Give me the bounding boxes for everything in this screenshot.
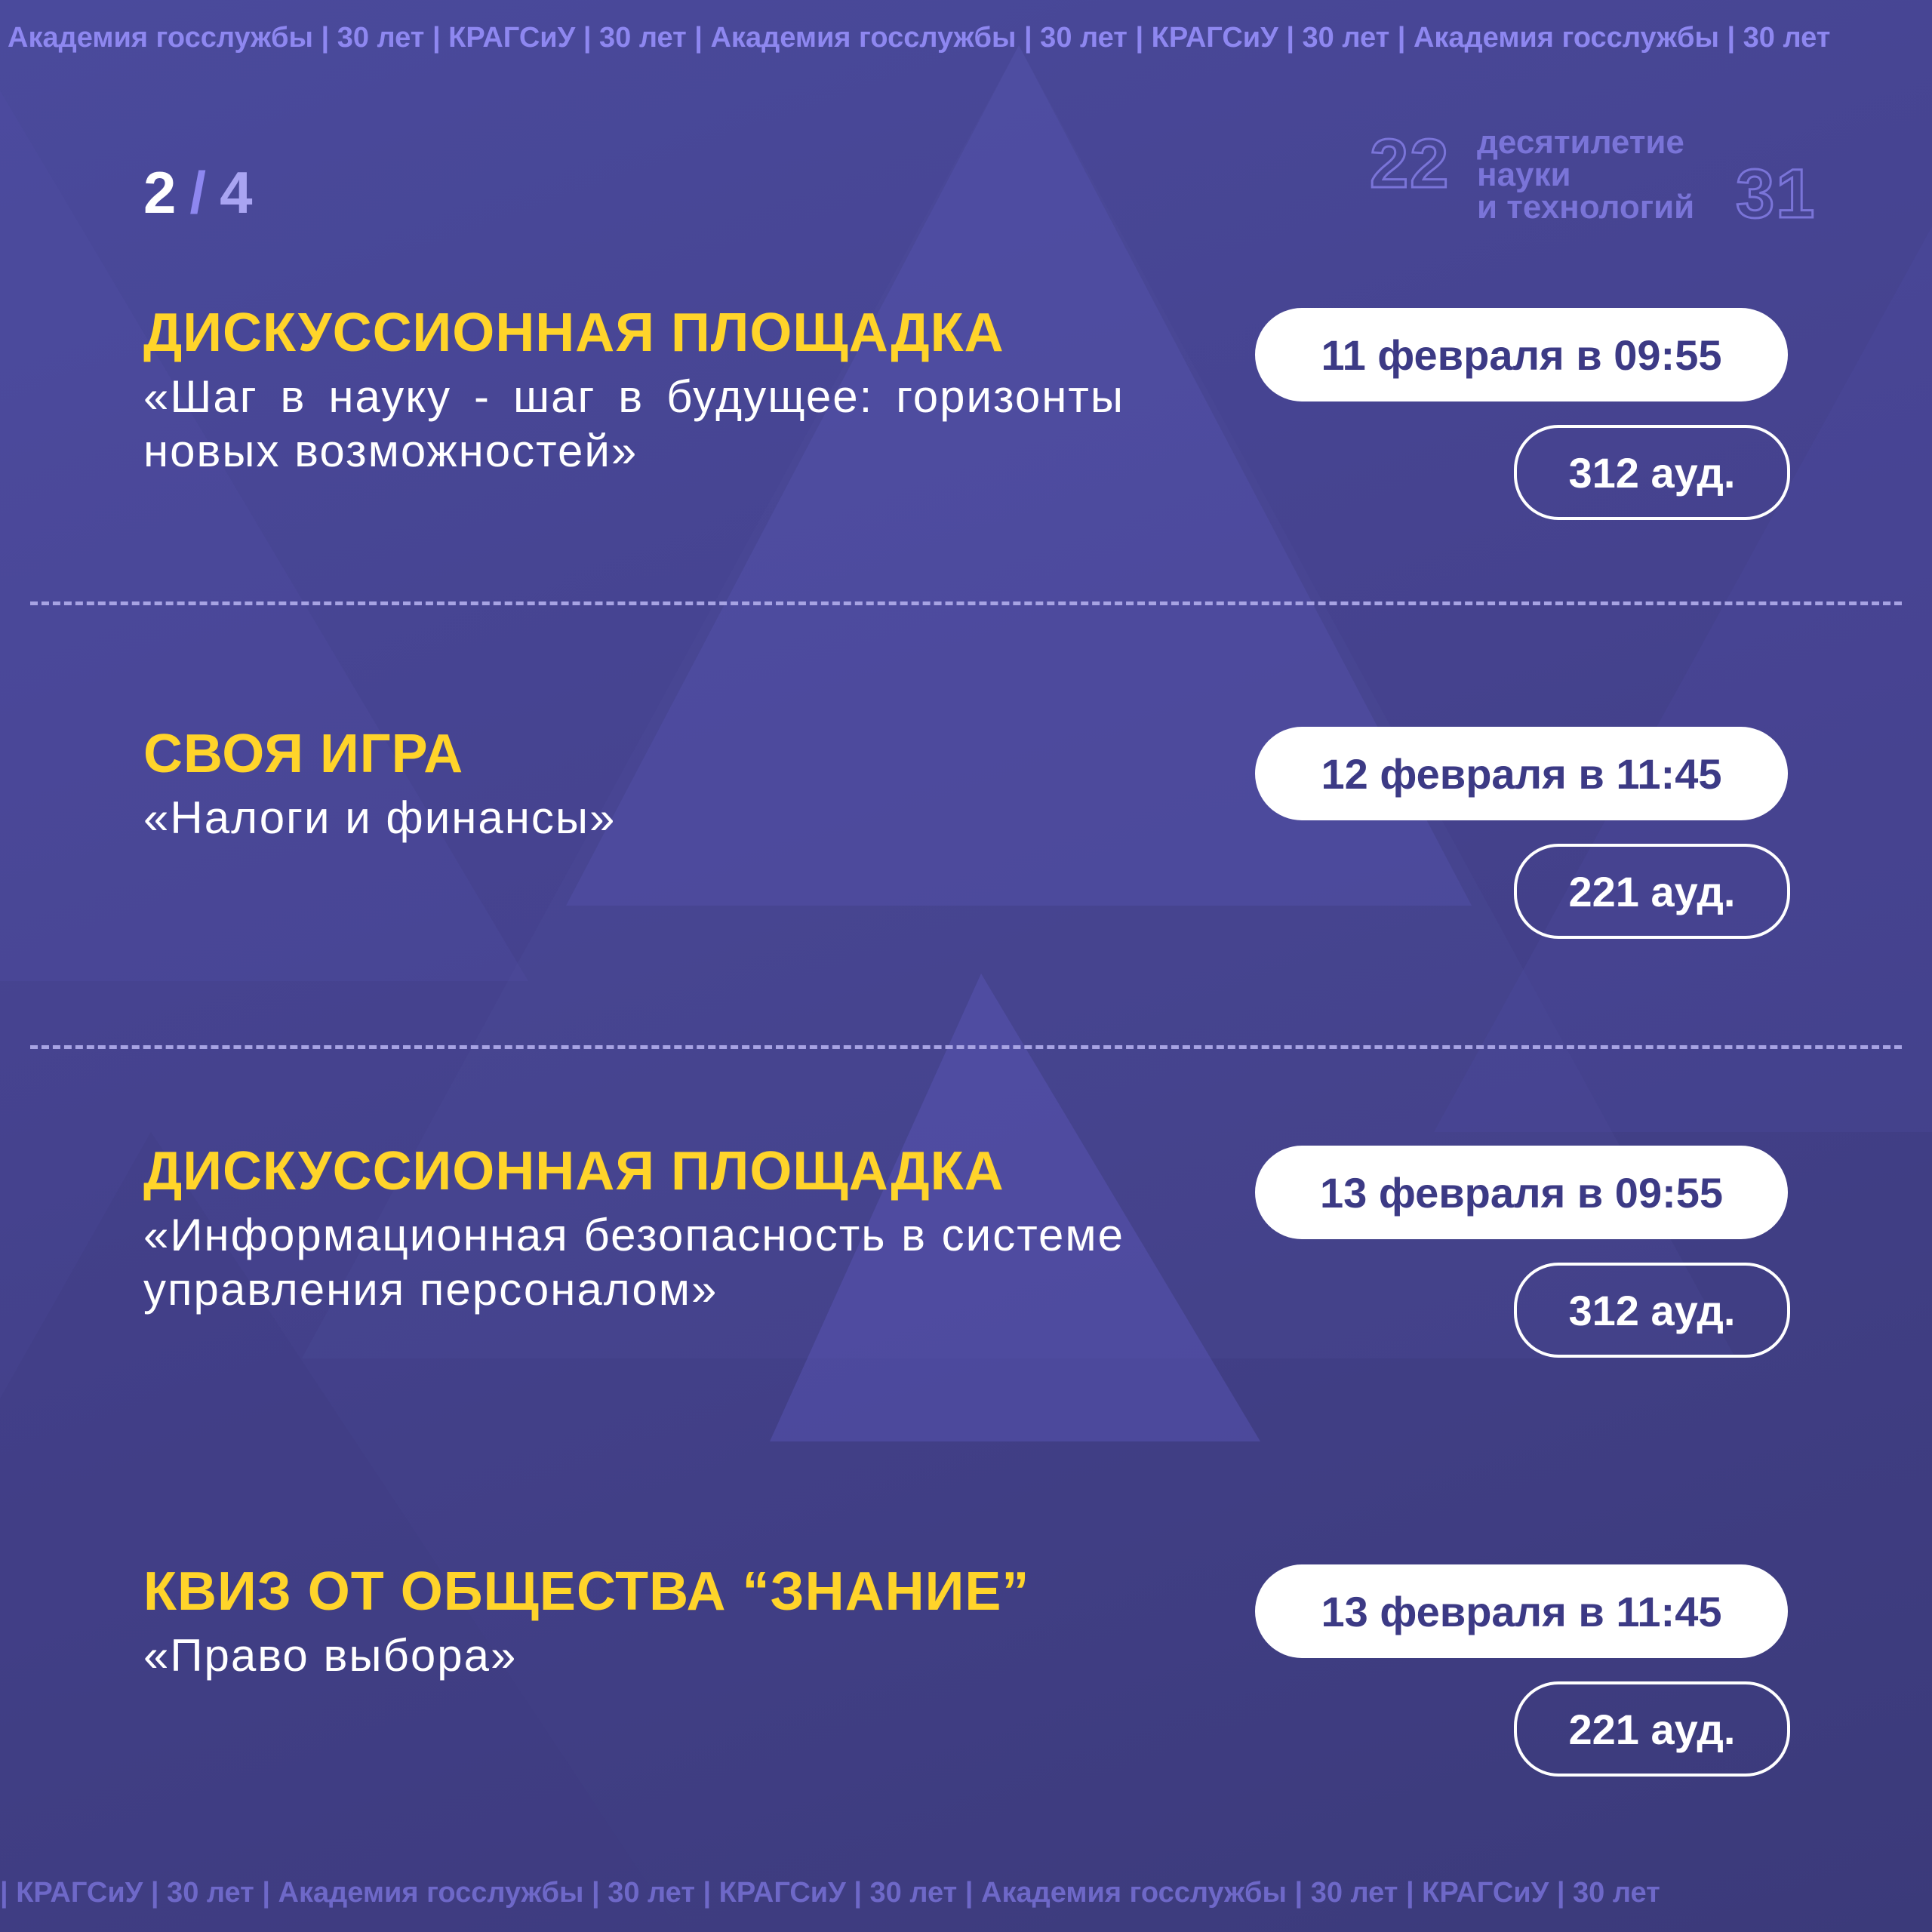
event-room-pill: 221 ауд. <box>1514 1681 1790 1777</box>
event-datetime-pill: 13 февраля в 11:45 <box>1255 1564 1788 1658</box>
page-counter <box>143 158 252 227</box>
event-title: ДИСКУССИОННАЯ ПЛОЩАДКА <box>143 1141 1004 1201</box>
event-title: ДИСКУССИОННАЯ ПЛОЩАДКА <box>143 303 1004 363</box>
logo-line3: и технологий <box>1477 189 1695 226</box>
logo-line2: науки <box>1477 156 1571 193</box>
section-divider <box>30 1045 1902 1049</box>
event-4 <box>143 1561 1124 1683</box>
top-ticker: Академия госслужбы | 30 лет | КРАГСиУ | 30 лет | Академия госслужбы | 30 лет | КРАГСиУ | 30 лет | Академия госслужбы | 30 лет <box>8 22 1831 54</box>
event-subtitle: «Налоги и финансы» <box>143 792 617 843</box>
event-1 <box>143 302 1124 478</box>
event-2 <box>143 723 1124 845</box>
event-title: СВОЯ ИГРА <box>143 724 464 784</box>
event-subtitle: «Информационная безопасность в системе управления персоналом» <box>143 1210 1124 1315</box>
event-3 <box>143 1140 1124 1317</box>
event-room-pill: 221 ауд. <box>1514 844 1790 939</box>
event-room-pill: 312 ауд. <box>1514 425 1790 520</box>
page-total: 4 <box>220 159 253 226</box>
decade-of-science-logo <box>1370 125 1823 230</box>
logo-line1: десятилетие <box>1477 124 1684 161</box>
event-datetime-pill: 13 февраля в 09:55 <box>1255 1146 1788 1239</box>
event-subtitle: «Право выбора» <box>143 1630 518 1681</box>
event-datetime-pill: 12 февраля в 11:45 <box>1255 727 1788 820</box>
logo-start-year: 22 <box>1370 125 1451 202</box>
bottom-ticker: | КРАГСиУ | 30 лет | Академия госслужбы | 30 лет | КРАГСиУ | 30 лет | Академия госслужбы | 30 лет | КРАГСиУ | 30 лет <box>0 1877 1660 1909</box>
logo-end-year: 31 <box>1736 155 1817 232</box>
page-current: 2 <box>143 159 177 226</box>
event-datetime-pill: 11 февраля в 09:55 <box>1255 308 1788 401</box>
event-subtitle: «Шаг в науку - шаг в будущее: горизонты новых возможностей» <box>143 371 1124 476</box>
section-divider <box>30 601 1902 605</box>
page-separator: / <box>189 159 207 226</box>
logo-text <box>1477 124 1695 226</box>
event-room-pill: 312 ауд. <box>1514 1263 1790 1358</box>
event-title: КВИЗ ОТ ОБЩЕСТВА “ЗНАНИЕ” <box>143 1561 1030 1622</box>
